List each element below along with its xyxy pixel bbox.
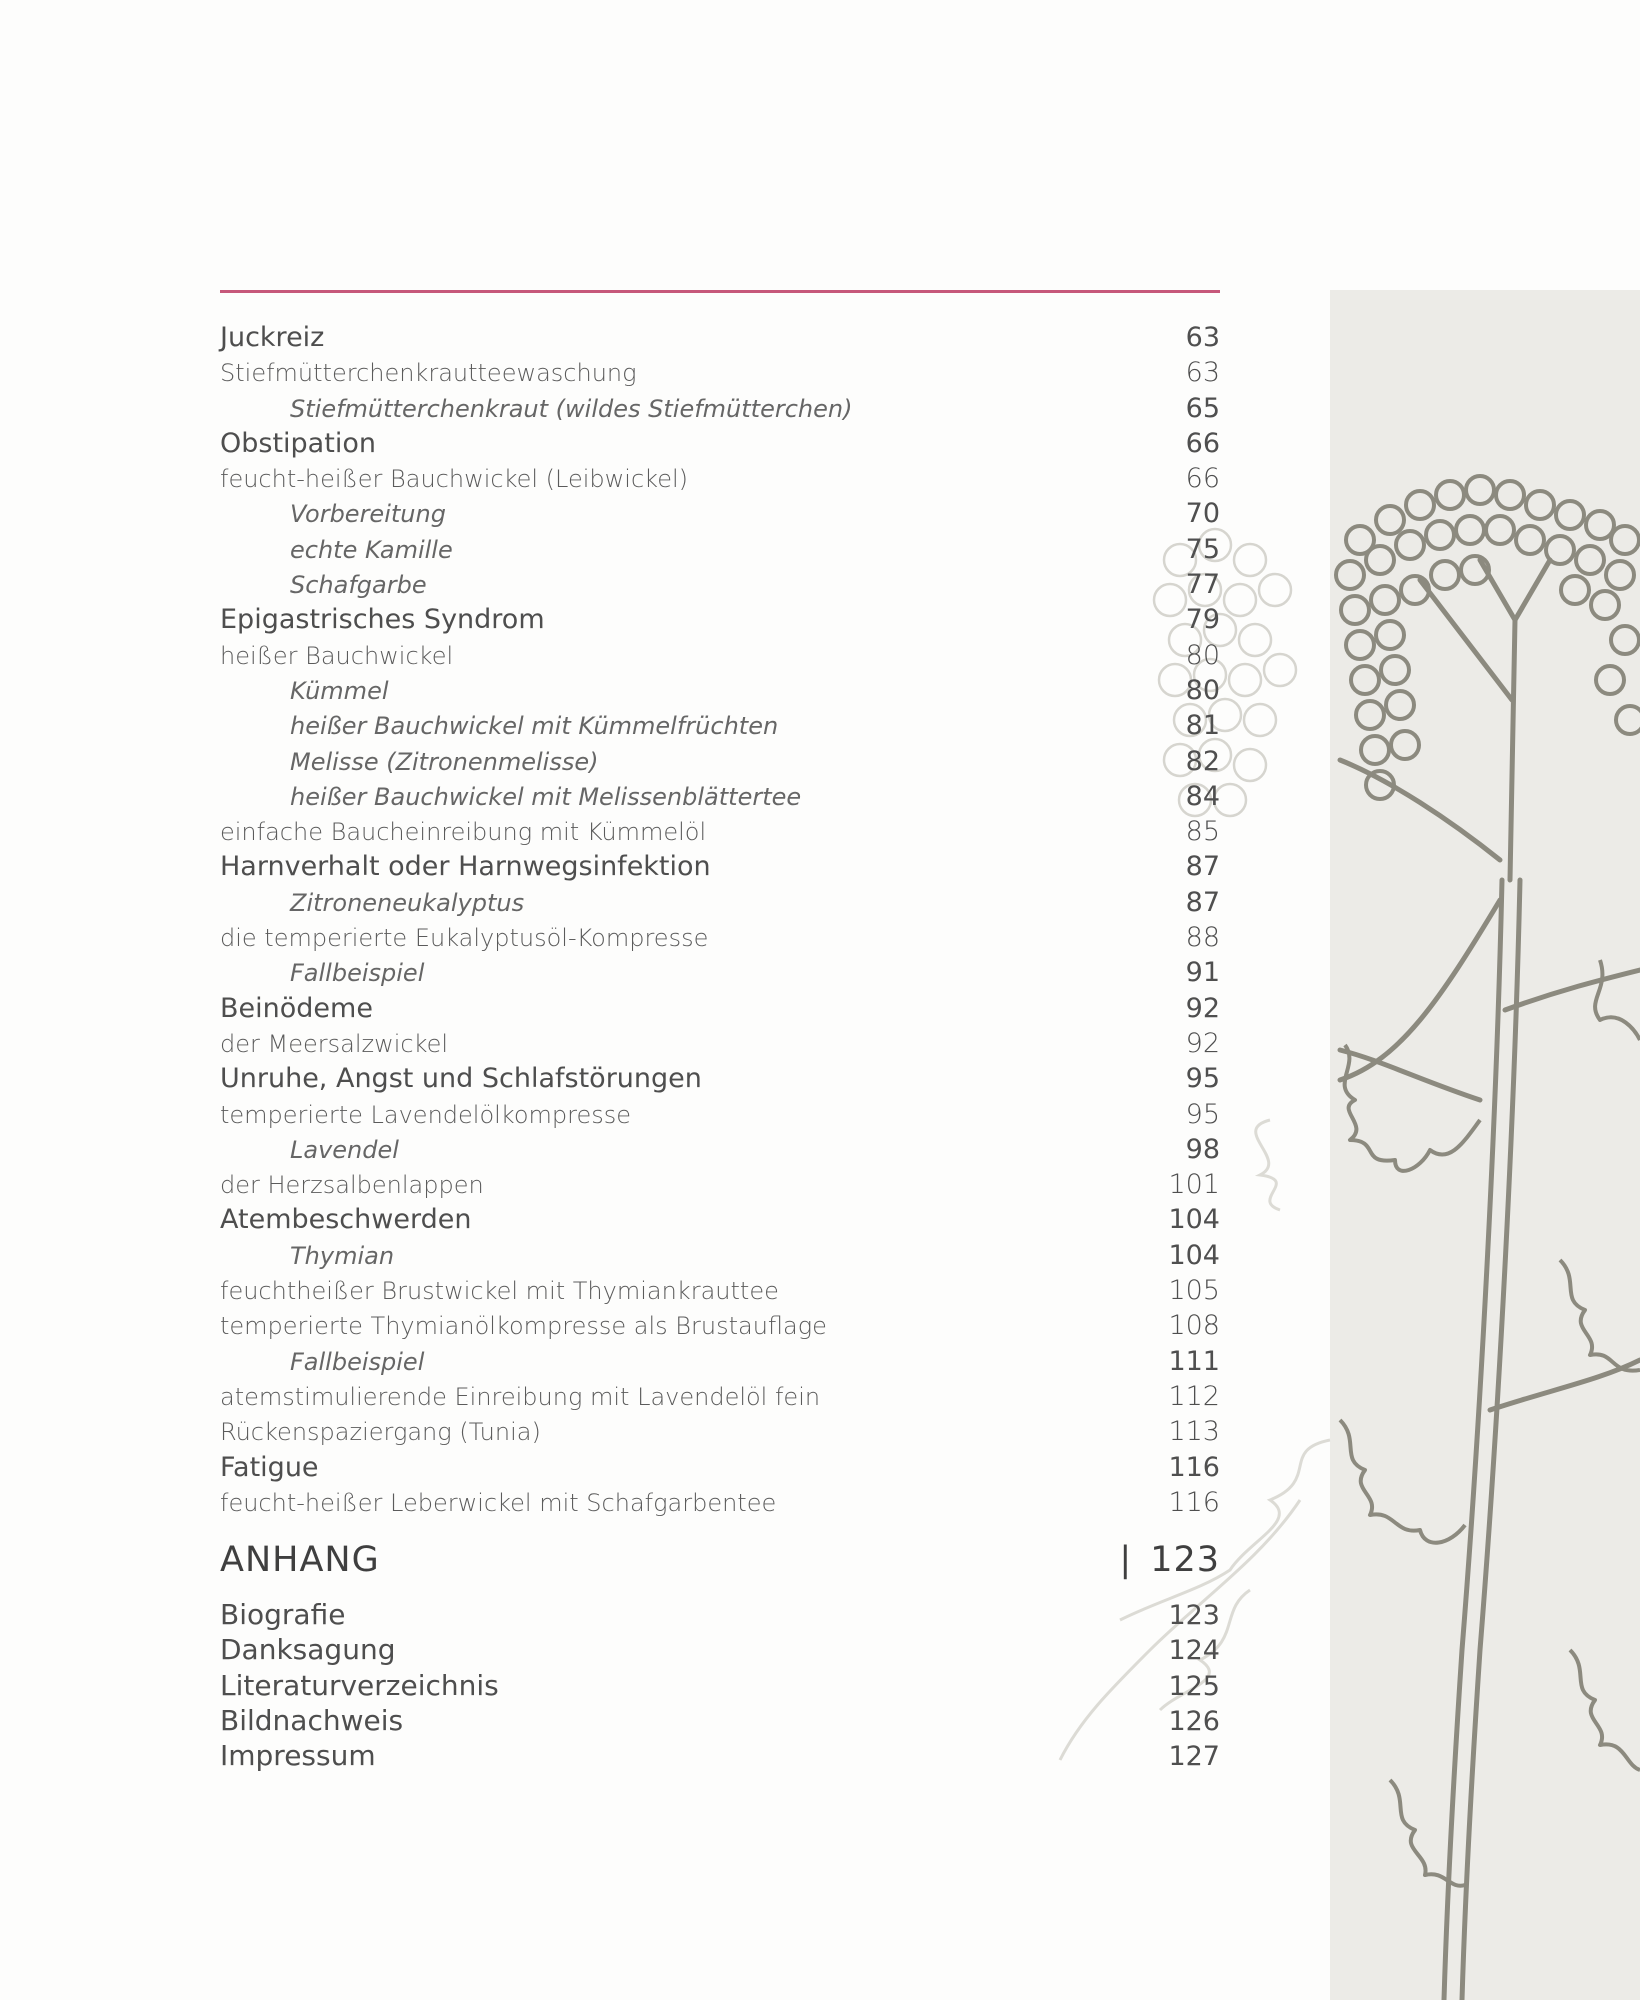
toc-entry-page: 92: [1185, 1027, 1220, 1059]
toc-entry-page: 92: [1185, 992, 1220, 1024]
appendix-heading-page-wrap: [1119, 1540, 1220, 1580]
toc-entry-page: 113: [1168, 1416, 1220, 1448]
toc-entry-page: 116: [1168, 1451, 1220, 1483]
toc-entry[interactable]: [220, 1169, 1220, 1204]
toc-entry-label: Lavendel: [290, 1135, 399, 1164]
toc-entry-page: 79: [1185, 604, 1220, 636]
toc-entry[interactable]: [220, 675, 1220, 710]
toc-entry-page: 85: [1185, 816, 1220, 848]
toc-entry-page: 98: [1185, 1133, 1220, 1165]
toc-entry[interactable]: [220, 1134, 1220, 1169]
toc-entry-label: Epigastrisches Syndrom: [220, 604, 545, 636]
toc-entry-label: Stiefmütterchenkrautteewaschung: [220, 359, 637, 388]
toc-entry[interactable]: [220, 1452, 1220, 1487]
toc-entry-page: 84: [1185, 780, 1220, 812]
toc-entry-label: Atembeschwerden: [220, 1204, 472, 1236]
toc-entry-label: Stiefmütterchenkraut (wildes Stiefmütterchen): [290, 394, 853, 423]
toc-entry-label: Melisse (Zitronenmelisse): [290, 747, 599, 776]
toc-entry-label: der Meersalzwickel: [220, 1029, 449, 1058]
toc-entry-page: 63: [1185, 357, 1220, 389]
toc-entry-label: Unruhe, Angst und Schlafstörungen: [220, 1063, 702, 1095]
toc-entry[interactable]: [220, 428, 1220, 463]
toc-entry[interactable]: [220, 993, 1220, 1028]
appendix-entry[interactable]: [220, 1704, 1220, 1739]
toc-entry-label: Zitroneneukalyptus: [290, 888, 525, 917]
toc-entry-label: Obstipation: [220, 427, 376, 459]
toc-entry-label: Vorbereitung: [290, 500, 446, 529]
appendix-entry[interactable]: [220, 1739, 1220, 1774]
toc-entry-page: 87: [1185, 886, 1220, 918]
toc-entry[interactable]: [220, 1381, 1220, 1416]
toc-entry-label: der Herzsalbenlappen: [220, 1171, 484, 1200]
toc-entry[interactable]: [220, 640, 1220, 675]
toc-entry-label: Juckreiz: [220, 322, 325, 353]
toc-entry-page: 112: [1168, 1380, 1220, 1412]
toc-entry-page: 95: [1185, 1098, 1220, 1130]
appendix-entry-page: 125: [1168, 1670, 1220, 1702]
appendix-entry-label: Danksagung: [220, 1633, 396, 1667]
toc-entry-label: Fallbeispiel: [290, 1347, 425, 1376]
toc-entry[interactable]: [220, 393, 1220, 428]
toc-entry-page: 75: [1185, 533, 1220, 565]
appendix-list: [220, 1598, 1220, 1774]
toc-entry-page: 116: [1168, 1486, 1220, 1518]
toc-entry[interactable]: [220, 1346, 1220, 1381]
toc-entry-page: 88: [1185, 922, 1220, 954]
toc-entry[interactable]: [220, 322, 1220, 357]
appendix-entry-label: Biografie: [220, 1598, 346, 1631]
toc-entry-label: heißer Bauchwickel mit Melissenblättertee: [290, 782, 802, 811]
toc-entry-page: 65: [1185, 392, 1220, 424]
toc-entry-label: feucht-heißer Leberwickel mit Schafgarbentee: [220, 1488, 777, 1517]
toc-entry[interactable]: [220, 1099, 1220, 1134]
toc-entry-label: temperierte Lavendelölkompresse: [220, 1100, 632, 1129]
toc-entry[interactable]: [220, 1204, 1220, 1239]
appendix-heading[interactable]: [220, 1540, 1220, 1580]
toc-entry-page: 63: [1185, 322, 1220, 353]
appendix-heading-title: ANHANG: [220, 1540, 380, 1580]
toc-entry-label: feuchtheißer Brustwickel mit Thymiankrauttee: [220, 1277, 779, 1306]
toc-entry-page: 66: [1185, 427, 1220, 459]
toc-entry-label: temperierte Thymianölkompresse als Brustauflage: [220, 1312, 827, 1341]
appendix-entry-label: Bildnachweis: [220, 1703, 404, 1737]
toc-entry[interactable]: [220, 463, 1220, 498]
toc-entry[interactable]: [220, 1416, 1220, 1451]
appendix-heading-page: 123: [1150, 1540, 1220, 1580]
toc-entry-page: 80: [1185, 674, 1220, 706]
toc-entry[interactable]: [220, 887, 1220, 922]
appendix-entry-label: Literaturverzeichnis: [220, 1668, 499, 1702]
toc-entry-page: 80: [1185, 639, 1220, 671]
toc-entry[interactable]: [220, 357, 1220, 392]
toc-entry-label: heißer Bauchwickel: [220, 641, 454, 670]
toc-entry-page: 95: [1185, 1063, 1220, 1095]
toc-entry[interactable]: [220, 1487, 1220, 1522]
toc-entry-label: heißer Bauchwickel mit Kümmelfrüchten: [290, 712, 779, 741]
toc-entry-page: 101: [1168, 1169, 1220, 1201]
toc-entry-page: 111: [1168, 1345, 1220, 1377]
appendix-entry[interactable]: [220, 1669, 1220, 1704]
toc-entry-label: Kümmel: [290, 676, 389, 705]
appendix-heading-separator: |: [1119, 1540, 1133, 1580]
toc-entry-label: Fatigue: [220, 1451, 319, 1483]
appendix-entry[interactable]: [220, 1598, 1220, 1633]
toc-entry-page: 87: [1185, 851, 1220, 883]
toc-entry[interactable]: [220, 746, 1220, 781]
toc-entry-page: 81: [1185, 710, 1220, 742]
toc-entry-label: Rückenspaziergang (Tunia): [220, 1418, 541, 1447]
toc-entry-page: 104: [1168, 1239, 1220, 1271]
appendix-entry-page: 127: [1168, 1741, 1220, 1773]
toc-entry[interactable]: [220, 781, 1220, 816]
toc-entry-label: Fallbeispiel: [290, 959, 425, 988]
toc-entry-label: Thymian: [290, 1241, 395, 1270]
toc-entry-page: 70: [1185, 498, 1220, 530]
toc-entry[interactable]: [220, 1310, 1220, 1345]
toc-entry[interactable]: [220, 1063, 1220, 1098]
toc-entry-page: 91: [1185, 957, 1220, 989]
toc-entry[interactable]: [220, 534, 1220, 569]
toc-entry-page: 108: [1168, 1310, 1220, 1342]
toc-entry[interactable]: [220, 922, 1220, 957]
toc-entry-label: Harnverhalt oder Harnwegsinfektion: [220, 851, 711, 883]
toc-entry[interactable]: [220, 1028, 1220, 1063]
toc-entry[interactable]: [220, 1240, 1220, 1275]
toc-entry-label: einfache Baucheinreibung mit Kümmelöl: [220, 818, 707, 847]
main-stem: [1340, 560, 1640, 2000]
table-of-contents: [220, 322, 1220, 1522]
toc-entry-page: 82: [1185, 745, 1220, 777]
toc-entry-label: echte Kamille: [290, 535, 453, 564]
toc-entry-page: 66: [1185, 463, 1220, 495]
toc-entry[interactable]: [220, 816, 1220, 851]
toc-entry-label: Schafgarbe: [290, 571, 427, 600]
leaves: [1340, 960, 1640, 1886]
appendix-entry-page: 124: [1168, 1635, 1220, 1667]
toc-entry[interactable]: [220, 1275, 1220, 1310]
toc-entry[interactable]: [220, 569, 1220, 604]
toc-entry[interactable]: [220, 957, 1220, 992]
toc-entry-page: 104: [1168, 1204, 1220, 1236]
toc-entry[interactable]: [220, 851, 1220, 886]
toc-entry-page: 77: [1185, 569, 1220, 601]
toc-entry[interactable]: [220, 604, 1220, 639]
toc-entry-label: atemstimulierende Einreibung mit Lavendelöl fein: [220, 1382, 821, 1411]
toc-entry[interactable]: [220, 710, 1220, 745]
top-accent-rule: [220, 290, 1220, 293]
appendix-entry[interactable]: [220, 1633, 1220, 1668]
flower-head: [1336, 476, 1640, 799]
toc-entry-label: die temperierte Eukalyptusöl-Kompresse: [220, 924, 709, 953]
toc-entry-page: 105: [1168, 1275, 1220, 1307]
toc-entry-label: feucht-heißer Bauchwickel (Leibwickel): [220, 465, 688, 494]
toc-entry-label: Beinödeme: [220, 992, 373, 1024]
toc-entry[interactable]: [220, 498, 1220, 533]
appendix-entry-label: Impressum: [220, 1739, 376, 1773]
appendix-entry-page: 123: [1168, 1600, 1220, 1631]
appendix-entry-page: 126: [1168, 1705, 1220, 1737]
